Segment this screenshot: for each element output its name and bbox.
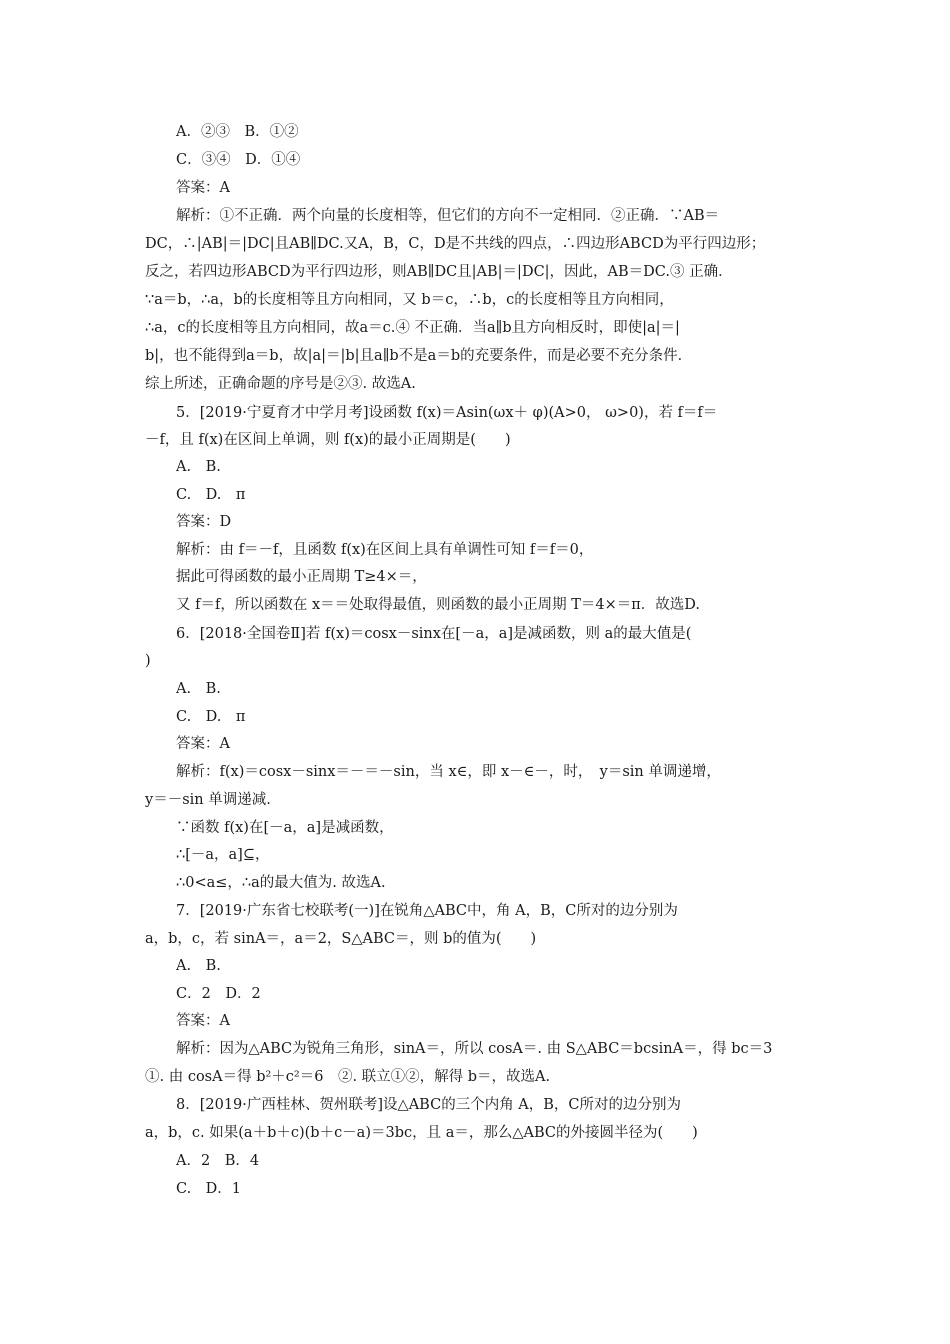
q6-explanation-line: y＝－sin 单调递减. <box>145 792 271 808</box>
q5-options-ab: A. B. <box>176 459 221 475</box>
q6-options-ab: A. B. <box>176 681 221 697</box>
q6-stem: ) <box>145 653 151 669</box>
q4-explanation-line: b|，也不能得到a＝b，故|a|＝|b|且a∥b不是a＝b的充要条件，而是必要不充分条件． <box>145 348 693 364</box>
q5-explanation-line: 又 f＝f，所以函数在 x＝＝处取得最值，则函数的最小正周期 T＝4×＝π．故选D. <box>176 597 701 613</box>
q6-explanation-line: ∵函数 f(x)在[－a，a]是减函数， <box>176 820 394 836</box>
q4-answer: 答案：A <box>176 180 230 196</box>
q5-stem: －f，且 f(x)在区间上单调，则 f(x)的最小正周期是( ) <box>145 432 511 448</box>
q6-stem: 6．[2018·全国卷Ⅱ]若 f(x)＝cosx－sinx在[－a，a]是减函数，则 a的最大值是( <box>176 626 692 642</box>
q4-options-cd: C．③④ D．①④ <box>176 152 301 168</box>
q7-options-ab: A. B. <box>176 958 221 974</box>
q5-answer: 答案：D <box>176 514 232 530</box>
q8-stem: a，b，c. 如果(a＋b＋c)(b＋c－a)＝3bc，且 a＝，那么△ABC的外接圆半径为( ) <box>145 1125 698 1141</box>
q6-options-cd: C. D. π <box>176 709 246 725</box>
q8-stem: 8．[2019·广西桂林、贺州联考]设△ABC的三个内角 A，B，C所对的边分别为 <box>176 1097 682 1113</box>
q7-stem: a，b，c，若 sinA＝，a＝2，S△ABC＝，则 b的值为( ) <box>145 931 537 947</box>
q6-explanation-line: 解析：f(x)＝cosx－sinx＝－＝－sin，当 x∈，即 x－∈－，时， y＝sin 单调递增， <box>176 764 721 780</box>
q5-options-cd: C. D. π <box>176 487 246 503</box>
q7-explanation-line: ①. 由 cosA＝得 b²＋c²＝6 ②. 联立①②，解得 b＝，故选A. <box>145 1069 551 1085</box>
q6-answer: 答案：A <box>176 736 230 752</box>
q4-explanation-line: ∵a＝b，∴a，b的长度相等且方向相同，又 b＝c，∴b，c的长度相等且方向相同， <box>145 292 674 308</box>
q5-stem: 5．[2019·宁夏育才中学月考]设函数 f(x)＝Asin(ωx＋ φ)(A>0， ω>0)，若 f＝f＝ <box>176 405 718 421</box>
q4-explanation-line: 反之，若四边形ABCD为平行四边形，则AB∥DC且|AB|＝|DC|，因此，AB＝DC.③ 正确． <box>145 264 733 280</box>
q7-stem: 7．[2019·广东省七校联考(一)]在锐角△ABC中，角 A，B，C所对的边分别为 <box>176 903 678 919</box>
q7-explanation-line: 解析：因为△ABC为锐角三角形，sinA＝，所以 cosA＝. 由 S△ABC＝bcsinA＝，得 bc＝3 <box>176 1041 773 1057</box>
q4-options-ab: A．②③ B．①② <box>176 124 299 140</box>
q8-options-ab: A．2 B．4 <box>176 1153 260 1169</box>
q5-explanation-line: 解析：由 f＝－f，且函数 f(x)在区间上具有单调性可知 f＝f＝0， <box>176 542 594 558</box>
q4-explanation-line: 解析：①不正确．两个向量的长度相等，但它们的方向不一定相同．②正确．∵AB＝ <box>176 208 720 224</box>
q4-explanation-line: ∴a，c的长度相等且方向相同，故a＝c.④ 不正确．当a∥b且方向相反时，即使|a|＝| <box>145 320 680 336</box>
q7-answer: 答案：A <box>176 1013 230 1029</box>
q6-explanation-line: ∴0<a≤，∴a的最大值为. 故选A. <box>176 875 386 891</box>
q5-explanation-line: 据此可得函数的最小正周期 T≥4×＝， <box>176 569 427 585</box>
q8-options-cd: C. D．1 <box>176 1181 242 1197</box>
q7-options-cd: C．2 D．2 <box>176 986 261 1002</box>
q4-explanation-line: 综上所述，正确命题的序号是②③. 故选A. <box>145 376 416 392</box>
q4-explanation-line: DC，∴|AB|＝|DC|且AB∥DC.又A，B，C，D是不共线的四点，∴四边形ABCD为平行四边形； <box>145 236 766 252</box>
q6-explanation-line: ∴[－a，a]⊆， <box>176 847 270 863</box>
